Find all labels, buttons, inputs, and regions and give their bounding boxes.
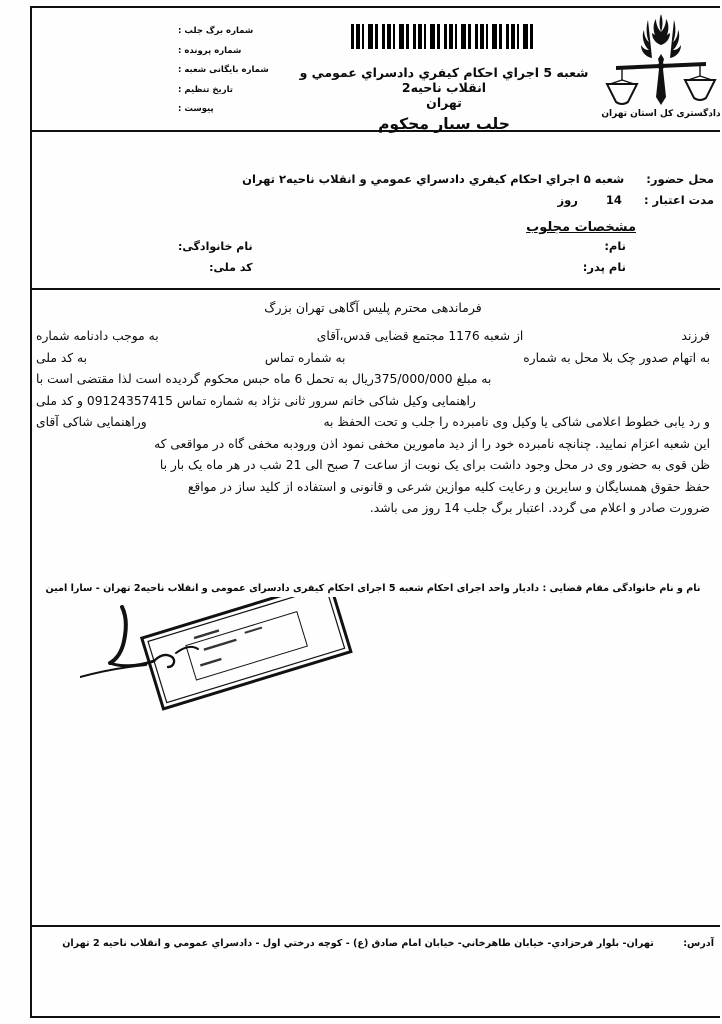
meta-field-case-number: شماره پرونده : <box>178 45 242 56</box>
field-label-name: نام: <box>604 239 626 253</box>
body-line-1-mid: از شعبه 1176 مجتمع قضایی قدس،آقای <box>316 329 524 343</box>
body-line-1-right: به موجب دادنامه شماره <box>36 329 159 343</box>
field-label-father-name: نام پدر: <box>582 260 626 274</box>
judiciary-emblem <box>586 12 722 119</box>
validity-label: مدت اعتبار : <box>643 193 714 207</box>
body-line-2-mid: به شماره تماس <box>264 350 346 365</box>
body-line-1-left: فرزند <box>681 329 710 343</box>
body-line-5-right: وراهنمایی شاکی آقای <box>36 415 147 429</box>
body-line-5-left: و رد یابی خطوط اعلامی شاکی یا وکیل وی نامبرده را جلب و تحت الحفظ به <box>323 415 710 429</box>
page-title: جلب سیار محکوم <box>378 115 510 133</box>
subject-info-block <box>30 172 714 278</box>
body-line-8: حفظ حقوق همسایگان و سایرین و رعایت کلیه موازین شرعی و قانونی و استفاده از کلید ساز در مواقع <box>187 479 710 494</box>
body-line-2-left: به اتهام صدور چک بلا محل به شماره <box>523 350 710 365</box>
body-line-9: ضرورت صادر و اعلام می گردد. اعتبار برگ جلب 14 روز می باشد. <box>369 501 710 515</box>
handwritten-signature-icon <box>80 597 380 717</box>
subject-name-right-column <box>583 236 626 278</box>
frame-bottom-border <box>30 1016 720 1018</box>
court-branch-line-2: تهران <box>426 95 462 110</box>
divider-subject <box>30 288 720 290</box>
warrant-body <box>36 300 710 520</box>
validity-value: 14 <box>605 193 622 207</box>
subject-name-fields <box>30 236 714 278</box>
signature-and-stamp <box>80 597 380 717</box>
scales-of-justice-icon <box>602 12 720 112</box>
court-branch-line-1: شعبه 5 اجراي احكام كيفري دادسراي عمومي و انقلاب ناحيه2 <box>299 65 589 95</box>
subject-name-left-column <box>178 236 253 278</box>
body-line-4: راهنمایی وکیل شاکی خانم سرور ثانی نژاد به شماره تماس 09124357415 و کد ملی <box>36 393 476 408</box>
validity-unit: روز <box>557 193 578 207</box>
header-title-column <box>298 18 590 133</box>
validity-row <box>30 193 714 214</box>
document-header <box>30 8 721 133</box>
divider-footer <box>30 925 720 927</box>
body-line-2-right: به کد ملی <box>36 350 88 365</box>
attendance-place-value: شعبه ۵ اجراي احكام كيفري دادسراي عمومي و انقلاب ناحيه۲ تهران <box>242 172 625 186</box>
judicial-officer-line: نام و نام خانوادگی مقام قضایی : دادیار واحد اجرای احکام شعبه 5 اجرای احکام کیفری دادسرای عمومی و انقلاب ناحیه2 تهران - سارا امین <box>45 583 701 594</box>
meta-field-issue-date: تاریخ تنظیم : <box>178 84 233 95</box>
attendance-place-label: محل حضور: <box>646 172 714 186</box>
meta-field-branch-archive-number: شماره بایگانی شعبه : <box>178 65 269 75</box>
meta-field-warrant-number: شماره برگ جلب : <box>178 26 254 36</box>
body-line-1 <box>36 326 710 348</box>
meta-field-attachment: پیوست : <box>178 104 214 114</box>
frame-left-border <box>30 6 32 1018</box>
meta-field-list <box>178 22 296 120</box>
emblem-caption: دادگستری کل استان تهران <box>601 109 721 119</box>
body-line-2 <box>36 348 710 370</box>
address-label: آدرس: <box>683 938 714 949</box>
body-line-5 <box>36 412 710 434</box>
footer-address <box>30 938 714 949</box>
address-value: تهران- بلوار فرحزادي- خيابان طاهرخاني- خيابان امام صادق (ع) - كوچه درختي اول - دادسراي عمومي و انقلاب ناحيه 2 تهران <box>62 938 654 949</box>
subject-section-heading: مشخصات مجلوب <box>526 220 636 235</box>
field-label-family-name: نام خانوادگی: <box>178 240 253 253</box>
addressee-line: فرماندهی محترم پلیس آگاهی تهران بزرگ <box>264 300 482 315</box>
body-line-6: این شعبه اعزام نمایید. چنانچه نامبرده خود را از دید مامورین مخفی نمود اذن ورودبه مخفی گاه در مواقعی که <box>154 436 710 451</box>
barcode-image <box>351 24 537 49</box>
attendance-place-row <box>30 172 714 193</box>
body-line-3: به مبلغ 375/000/000ریال به تحمل 6 ماه حبس محکوم گردیده است لذا مقتضی است با <box>36 372 492 386</box>
body-line-7: ظن قوی به حضور وی در محل وجود داشت برای یک نوبت از ساعت 7 صبح الی 21 شب در هر ماه یک بار با <box>159 458 710 472</box>
signature-block <box>36 583 710 594</box>
field-label-national-id: کد ملی: <box>209 261 253 274</box>
